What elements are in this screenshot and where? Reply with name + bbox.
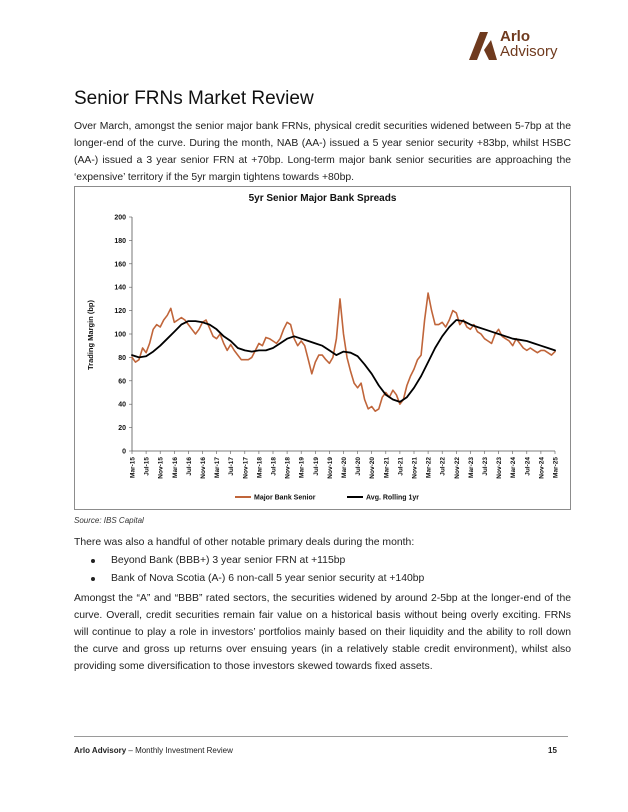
footer-divider: [74, 736, 568, 737]
x-tick-label: Nov-16: [200, 457, 207, 479]
x-tick-label: Nov-20: [369, 457, 377, 479]
x-tick-label: Mar-16: [171, 457, 179, 478]
x-tick-label: Nov-17: [242, 457, 250, 479]
x-tick-label: Jul-16: [185, 457, 193, 476]
deals-intro: There was also a handful of other notable primary deals during the month:: [74, 537, 415, 548]
arlo-logo-icon: [466, 28, 498, 62]
x-tick-label: Nov-22: [453, 457, 461, 479]
x-tick-label: Mar-25: [552, 457, 560, 478]
x-tick-label: Jul-17: [228, 457, 236, 476]
chart-frame: [74, 186, 571, 510]
y-tick-label: 180: [114, 237, 126, 245]
footer-brand: Arlo Advisory: [74, 746, 127, 755]
x-tick-label: Nov-23: [496, 457, 504, 479]
bullet-icon: [91, 577, 95, 581]
x-tick-label: Mar-24: [510, 457, 518, 478]
x-tick-label: Jul-21: [397, 457, 405, 476]
brand-name-line1: Arlo: [500, 28, 530, 45]
chart-y-axis-label: Trading Margin (bp): [86, 300, 95, 370]
deal-text: Beyond Bank (BBB+) 3 year senior FRN at +115bp: [111, 555, 346, 566]
x-tick-label: Jul-22: [439, 457, 447, 476]
x-tick-label: Nov-19: [326, 457, 334, 479]
y-tick-label: 140: [114, 284, 126, 292]
footer-doc-title: – Monthly Investment Review: [126, 746, 233, 755]
x-tick-label: Mar-20: [341, 457, 348, 478]
x-tick-label: Jul-18: [270, 457, 278, 476]
x-tick-label: Mar-15: [129, 457, 137, 478]
y-tick-label: 160: [114, 261, 126, 269]
y-tick-label: 60: [118, 378, 126, 386]
closing-paragraph: Amongst the “A” and “BBB” rated sectors, the securities widened by around 2-5bp at the longer-end of the curve. Overall, credit securities remain fair value on a historical basis without being overly exciting. FRNs will continue to play a role in investors’ portfolios mainly based on their liquidity and the ability to roll down the curve and gross up returns over ensuing years (in a relatively stable credit environment), whilst also providing some diversification to those investors skewed towards fixed assets.: [74, 593, 571, 672]
y-tick-label: 120: [114, 308, 126, 316]
x-tick-label: Mar-23: [467, 457, 475, 478]
x-tick-label: Jul-24: [524, 457, 532, 476]
x-tick-label: Mar-18: [256, 457, 264, 478]
y-tick-label: 200: [114, 214, 126, 222]
deals-list: [74, 552, 571, 588]
intro-paragraph: Over March, amongst the senior major bank FRNs, physical credit securities widened between 5-7bp at the longer-end of the curve. During the month, NAB (AA-) issued a 5 year senior security +83bp, whilst HSBC (AA-) issued a 3 year senior FRN at +70bp. Long-term major bank senior securities are approaching the ‘expensive’ territory if the 5yr margin tightens towards +80bp.: [74, 121, 571, 183]
x-tick-label: Jul-23: [482, 457, 489, 476]
footer-label: [74, 746, 233, 755]
x-tick-label: Jul-15: [143, 457, 151, 476]
section-title: Senior FRNs Market Review: [74, 88, 314, 109]
x-tick-label: Jul-19: [312, 457, 320, 476]
bullet-icon: [91, 559, 95, 563]
chart-legend: [235, 495, 419, 502]
x-tick-label: Mar-21: [383, 457, 391, 478]
y-tick-label: 40: [118, 401, 126, 409]
brand-logo: [466, 28, 586, 64]
legend-label: Avg. Rolling 1yr: [366, 494, 420, 502]
list-item: [74, 570, 571, 588]
x-tick-label: Mar-19: [298, 457, 306, 478]
brand-name-line2: Advisory: [500, 43, 558, 60]
brand-name: [500, 29, 558, 59]
y-tick-label: 0: [122, 448, 126, 456]
chart-series: [132, 293, 555, 411]
page-number: 15: [548, 746, 557, 755]
spreads-chart: [75, 187, 570, 509]
deal-text: Bank of Nova Scotia (A-) 6 non-call 5 year senior security at +140bp: [111, 573, 425, 584]
x-tick-label: Nov-18: [284, 457, 292, 479]
x-tick-label: Nov-21: [411, 457, 419, 479]
x-tick-label: Mar-22: [425, 457, 433, 478]
y-tick-labels: [114, 215, 126, 456]
x-tick-label: Nov-15: [157, 457, 165, 479]
x-tick-label: Mar-17: [214, 457, 222, 478]
list-item: [74, 552, 571, 570]
x-tick-label: Jul-20: [355, 457, 363, 476]
y-tick-label: 20: [118, 425, 126, 433]
chart-source: Source: IBS Capital: [74, 516, 144, 525]
x-tick-labels: [130, 457, 560, 479]
y-tick-label: 80: [118, 354, 126, 362]
chart-title: 5yr Senior Major Bank Spreads: [248, 193, 397, 204]
y-tick-label: 100: [114, 331, 126, 339]
legend-label: Major Bank Senior: [254, 494, 316, 502]
chart-axes: [129, 217, 555, 454]
x-tick-label: Nov-24: [538, 457, 546, 479]
